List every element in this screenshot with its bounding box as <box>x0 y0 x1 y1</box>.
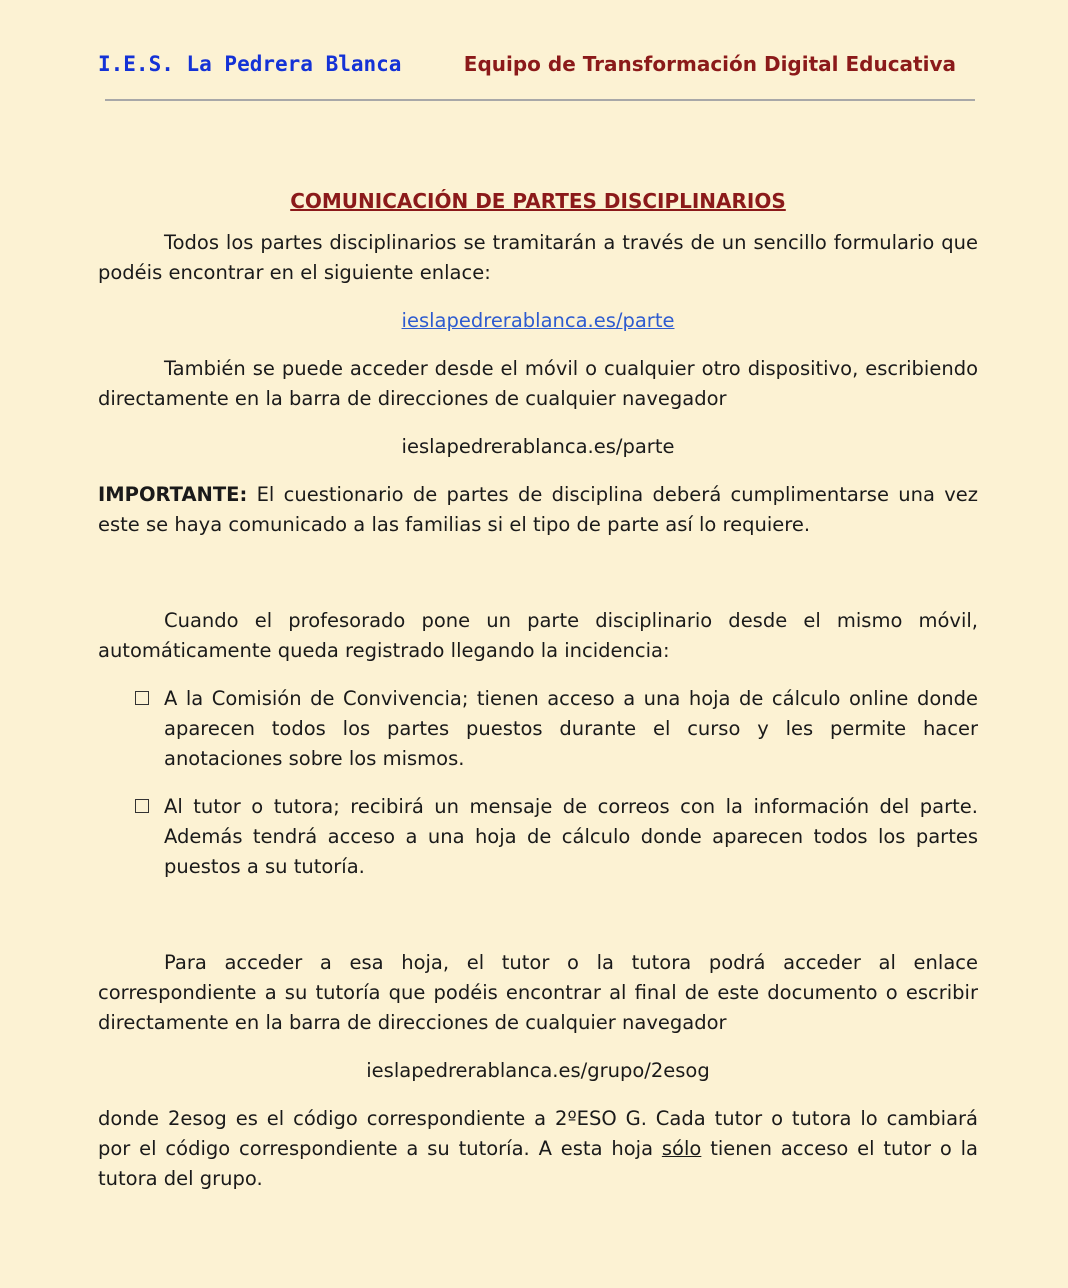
group-code-text-start: donde 2esog es el código correspondiente a 2ºESO G. Cada tutor o tutora lo cambiará por el código correspondiente a su tutoría. A esta hoja <box>98 1107 978 1160</box>
page-header <box>98 52 976 84</box>
document-title: COMUNICACIÓN DE PARTES DISCIPLINARIOS <box>290 189 786 213</box>
team-name: Equipo de Transformación Digital Educativa <box>463 52 956 76</box>
list-item-text: A la Comisión de Convivencia; tienen acceso a una hoja de cálculo online donde aparecen todos los partes puestos durante el curso y les permite hacer anotaciones sobre los mismos. <box>164 687 978 770</box>
paragraph-mobile: También se puede acceder desde el móvil o cualquier otro dispositivo, escribiendo directamente en la barra de direcciones de cualquier navegador <box>98 357 978 410</box>
checkbox-bullet-icon <box>135 799 149 813</box>
group-url-text: ieslapedrerablanca.es/grupo/2esog <box>366 1059 710 1082</box>
form-url-text: ieslapedrerablanca.es/parte <box>401 435 675 458</box>
header-divider <box>105 99 975 101</box>
school-name: I.E.S. La Pedrera Blanca <box>98 52 402 76</box>
important-paragraph <box>98 480 978 540</box>
emphasis-only: sólo <box>661 1137 702 1160</box>
form-link-paragraph <box>98 306 978 336</box>
list-item <box>98 684 978 774</box>
checkbox-bullet-icon <box>135 691 149 705</box>
group-code-text-end: tienen acceso el tutor o la tutora del grupo. <box>98 1137 979 1190</box>
document-body <box>98 186 978 1194</box>
paragraph-registration: Cuando el profesorado pone un parte disciplinario desde el mismo móvil, automáticamente queda registrado llegando la incidencia: <box>98 609 978 662</box>
form-link[interactable]: ieslapedrerablanca.es/parte <box>401 309 675 332</box>
important-label: IMPORTANTE: <box>98 483 248 506</box>
paragraph-group-code <box>98 1104 978 1194</box>
important-text: El cuestionario de partes de disciplina deberá cumplimentarse una vez este se haya comunicado a las familias si el tipo de parte así lo requiere. <box>98 483 979 536</box>
paragraph-access: Para acceder a esa hoja, el tutor o la tutora podrá acceder al enlace correspondiente a su tutoría que podéis encontrar al final de este documento o escribir directamente en la barra de direcciones de cualquier navegador <box>98 951 978 1034</box>
list-item-text: Al tutor o tutora; recibirá un mensaje de correos con la información del parte. Además tendrá acceso a una hoja de cálculo donde aparecen todos los partes puestos a su tutoría. <box>164 795 978 878</box>
list-item <box>98 792 978 882</box>
paragraph-intro: Todos los partes disciplinarios se tramitarán a través de un sencillo formulario que podéis encontrar en el siguiente enlace: <box>98 231 978 284</box>
